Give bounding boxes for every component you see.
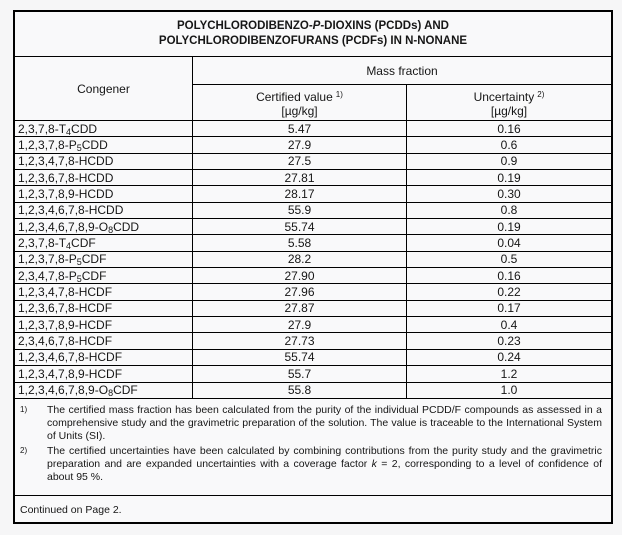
certified-value-cell: 27.81: [193, 170, 407, 185]
footnote-2: [20, 445, 602, 485]
table-row: [15, 333, 611, 349]
table-row: [15, 121, 611, 137]
uncertainty-cell: 0.30: [497, 187, 521, 202]
table-header: [15, 57, 611, 121]
table-row: [15, 219, 611, 235]
uncertainty-label: [474, 88, 545, 104]
table-row: [15, 268, 611, 284]
table-row: [15, 170, 611, 186]
congener-text: 1,2,3,4,6,7,8-HCDF: [18, 350, 123, 365]
table-row: [15, 186, 611, 202]
table-row: [15, 317, 611, 333]
uncertainty-cell: 0.22: [497, 285, 521, 300]
title-text: -DIOXINS (PCDDs) AND: [320, 20, 449, 32]
congener-cell: [15, 235, 193, 250]
certified-value-column-header: [193, 85, 407, 120]
certified-value-cell: 27.9: [193, 137, 407, 152]
congener-text: 1,2,3,6,7,8-HCDF: [18, 301, 113, 316]
mass-fraction-header: Mass fraction: [193, 57, 611, 85]
certified-value-cell: 5.47: [193, 121, 407, 136]
congener-text: 1,2,3,4,7,8,9-HCDF: [18, 366, 123, 381]
uncertainty-cell: 0.5: [500, 252, 518, 267]
congener-text: 2,3,4,6,7,8-HCDF: [18, 334, 113, 349]
congener-suffix: CDF: [81, 252, 107, 267]
table-row: [15, 350, 611, 366]
certified-value-cell: 27.96: [193, 284, 407, 299]
uncertainty-cell: 0.6: [500, 138, 518, 153]
congener-text: 2,3,7,8-T: [18, 236, 67, 251]
certified-value-cell: 27.73: [193, 333, 407, 348]
certified-value-cell: 28.17: [193, 186, 407, 201]
uncertainty-cell: 0.9: [500, 154, 518, 169]
congener-text: 1,2,3,4,6,7,8,9-O: [18, 219, 109, 234]
congener-cell: [15, 203, 193, 218]
congener-cell: [15, 366, 193, 381]
certified-value-cell: 27.87: [193, 301, 407, 316]
uncertainty-cell: 0.23: [497, 334, 521, 349]
certified-value-text: Certified value: [256, 89, 333, 104]
congener-suffix: CDF: [71, 236, 96, 251]
congener-cell: [15, 350, 193, 365]
congener-suffix: CDD: [71, 121, 98, 136]
table-row: [15, 235, 611, 251]
uncertainty-cell: 0.04: [497, 236, 521, 251]
congener-subscript: 5: [76, 273, 82, 284]
certified-value-cell: 55.8: [193, 383, 407, 398]
title-text: POLYCHLORODIBENZO-: [177, 20, 313, 32]
congener-subscript: 5: [76, 143, 82, 153]
congener-cell: [15, 154, 193, 169]
uncertainty-cell: 0.8: [500, 203, 518, 218]
uncertainty-cell: 0.16: [497, 121, 521, 136]
congener-text: 2,3,7,8-T: [18, 121, 67, 136]
uncertainty-cell: 0.19: [497, 219, 521, 234]
congener-cell: [15, 317, 193, 332]
uncertainty-cell: 0.4: [500, 317, 518, 332]
table-row: [15, 203, 611, 219]
congener-text: 1,2,3,6,7,8-HCDD: [18, 170, 114, 185]
congener-text: 1,2,3,7,8,9-HCDD: [18, 187, 114, 202]
congener-text: 1,2,3,4,7,8-HCDF: [18, 285, 113, 300]
certified-value-cell: 55.74: [193, 219, 407, 234]
congener-cell: [15, 170, 193, 185]
uncertainty-cell: 0.17: [497, 301, 521, 316]
footnote-ref-2: 2): [537, 89, 545, 99]
data-table: [15, 121, 611, 399]
congener-suffix: CDF: [113, 383, 138, 398]
congener-subscript: 4: [66, 241, 72, 251]
congener-text: 1,2,3,4,6,7,8-HCDD: [18, 203, 124, 218]
congener-cell: [15, 268, 193, 283]
certified-value-cell: 55.7: [193, 366, 407, 381]
congener-text: 1,2,3,4,7,8-HCDD: [18, 154, 114, 169]
congener-subscript: 8: [108, 224, 114, 235]
continued-note: Continued on Page 2.: [15, 495, 611, 525]
congener-text: 1,2,3,4,6,7,8,9-O: [18, 383, 109, 398]
footnote-1: [20, 404, 602, 444]
congener-subscript: 8: [108, 388, 114, 398]
footnote-1-text: The certified mass fraction has been calculated from the purity of the individual PCDD/F compounds as assessed in a comprehensive study and the gravimetric preparation of the solution. The value is traceable to the International System of Units (SI).: [47, 403, 602, 443]
uncertainty-cell: 1.2: [500, 366, 518, 381]
uncertainty-column-header: [407, 85, 611, 120]
congener-text: 1,2,3,7,8-P: [18, 138, 77, 153]
footnote-ref-1: 1): [335, 89, 343, 99]
congener-subscript: 5: [76, 257, 82, 268]
uncertainty-cell: 0.19: [497, 170, 521, 185]
congener-text: 1,2,3,7,8,9-HCDF: [18, 317, 113, 332]
uncertainty-text: Uncertainty: [473, 89, 535, 104]
certificate-page: [13, 10, 613, 524]
congener-column-header: Congener: [15, 57, 193, 120]
uncertainty-cell: 1.0: [500, 383, 518, 398]
footnote-1-marker: 1): [20, 404, 28, 414]
congener-cell: [15, 121, 193, 136]
table-row: [15, 252, 611, 268]
uncertainty-unit: [µg/kg]: [490, 103, 528, 118]
congener-cell: [15, 219, 193, 234]
footnote-2-text-pre: The certified uncertainties have been calculated by combining contributions from the purity study and the gravimetric preparation and are expanded uncertainties with a coverage factor: [47, 444, 602, 471]
table-row: [15, 284, 611, 300]
congener-suffix: CDF: [81, 268, 107, 283]
title-line-2: POLYCHLORODIBENZOFURANS (PCDFs) IN N-NONANE: [158, 35, 468, 47]
certified-value-label: [256, 88, 343, 104]
certified-value-cell: 55.74: [193, 350, 407, 365]
footnote-2-text-post: = 2, corresponding to a level of confidence of about 95 %.: [47, 458, 602, 484]
document-title: [15, 12, 611, 57]
table-row: [15, 366, 611, 382]
uncertainty-cell: 0.16: [497, 268, 521, 283]
table-row: [15, 137, 611, 153]
certified-value-cell: 27.90: [193, 268, 407, 283]
certified-value-cell: 27.5: [193, 154, 407, 169]
footnotes-section: [15, 399, 611, 495]
congener-text: 1,2,3,7,8-P: [18, 252, 77, 267]
title-italic-p: P: [312, 20, 321, 32]
congener-text: 2,3,4,7,8-P: [18, 268, 77, 283]
congener-cell: [15, 301, 193, 316]
congener-cell: [15, 137, 193, 152]
congener-cell: [15, 186, 193, 201]
certified-value-cell: 55.9: [193, 203, 407, 218]
congener-cell: [15, 284, 193, 299]
table-row: [15, 154, 611, 170]
congener-cell: [15, 333, 193, 348]
congener-cell: [15, 383, 193, 398]
footnote-2-text: [47, 445, 602, 485]
footnote-2-marker: 2): [20, 445, 28, 455]
table-row: [15, 301, 611, 317]
certified-value-cell: 28.2: [193, 252, 407, 267]
congener-subscript: 4: [66, 126, 72, 137]
certified-value-unit: [µg/kg]: [281, 103, 318, 118]
certified-value-cell: 27.9: [193, 317, 407, 332]
table-row: [15, 383, 611, 399]
certified-value-cell: 5.58: [193, 235, 407, 250]
congener-suffix: CDD: [113, 219, 140, 234]
coverage-factor-k: k: [371, 458, 377, 471]
title-line-1: [15, 19, 611, 34]
uncertainty-cell: 0.24: [497, 350, 521, 365]
congener-suffix: CDD: [81, 138, 108, 153]
congener-cell: [15, 252, 193, 267]
